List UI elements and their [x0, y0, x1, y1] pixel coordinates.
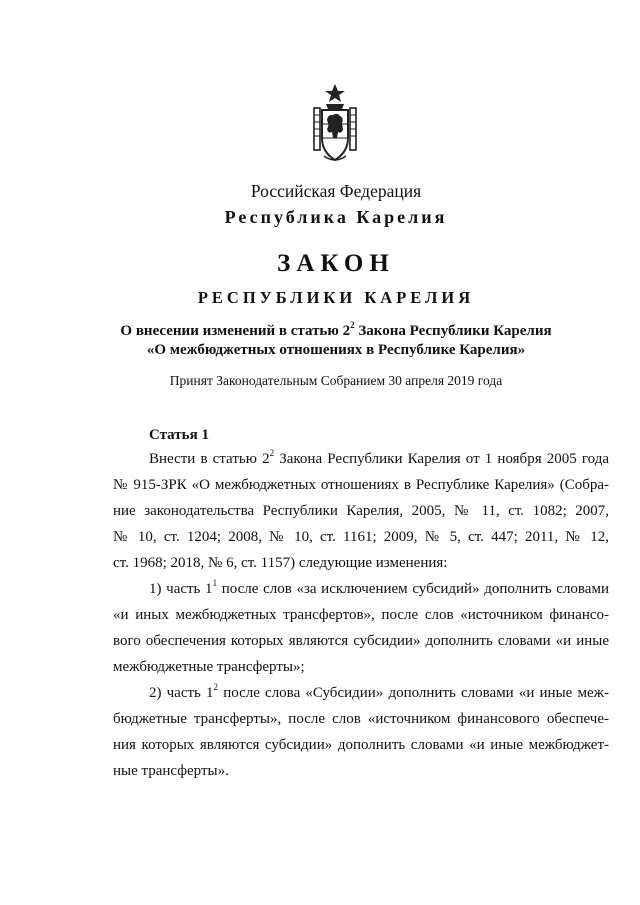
superscript: 1: [212, 578, 218, 588]
item-2-line-1: [149, 682, 609, 702]
intro-line-4: № 10, ст. 1204; 2008, № 10, ст. 1161; 2009, № 5, ст. 447; 2011, № 12,: [113, 529, 609, 545]
intro-line-5: ст. 1968; 2018, № 6, ст. 1157) следующие изменения:: [113, 555, 448, 571]
law-title-line-2: «О межбюджетных отношениях в Республике Карелия»: [146, 342, 526, 358]
intro-line-1-text: Внести в статью 2: [149, 451, 270, 467]
superscript: 2: [269, 448, 275, 458]
superscript: 2: [350, 320, 355, 330]
item-1-line-3: вого обеспечения которых являются субсидии» дополнить словами «и иные: [113, 633, 609, 649]
article-heading: Статья 1: [149, 427, 209, 443]
item-2-line-2: бюджетные трансферты», после слов «источником финансового обеспече-: [113, 711, 609, 727]
item-2-line-3: ния которых являются субсидии» дополнить словами «и иные межбюджет-: [113, 737, 609, 753]
item-1-line-2: «и иных межбюджетных трансфертов», после слов «источником финансо-: [113, 607, 609, 623]
item-2-line-1-rest: после слова «Субсидии» дополнить словами «и иные меж-: [218, 685, 609, 701]
intro-line-3: ние законодательства Республики Карелия, 2005, № 11, ст. 1082; 2007,: [113, 503, 609, 519]
adoption-note: Принят Законодательным Собранием 30 апреля 2019 года: [169, 373, 503, 388]
intro-line-2: № 915-ЗРК «О межбюджетных отношениях в Республике Карелия» (Собра-: [113, 477, 609, 493]
country-name: Российская Федерация: [250, 181, 422, 201]
item-2-line-4: ные трансферты».: [113, 763, 229, 779]
document-type: ЗАКОН: [277, 250, 395, 277]
item-1-line-1: [149, 578, 609, 598]
republic-name: Республика Карелия: [224, 207, 448, 227]
intro-line-1: [149, 448, 610, 468]
document-issuer: РЕСПУБЛИКИ КАРЕЛИЯ: [197, 288, 475, 307]
coat-of-arms-icon: [304, 82, 366, 164]
intro-line-1-rest: Закона Республики Карелия от 1 ноября 2005 года: [274, 451, 610, 467]
item-1-line-1-rest: после слов «за исключением субсидий» дополнить словами: [217, 581, 609, 597]
law-title-line-1-rest: Закона Республики Карелия: [354, 323, 552, 339]
law-title-line-1-text: О внесении изменений в статью 2: [120, 323, 351, 339]
item-1-line-4: межбюджетные трансферты»;: [113, 659, 305, 675]
item-1-line-1-text: 1) часть 1: [149, 581, 213, 597]
law-title-line-1: [0, 320, 640, 340]
item-2-line-1-text: 2) часть 1: [149, 685, 214, 701]
superscript: 2: [213, 682, 219, 692]
